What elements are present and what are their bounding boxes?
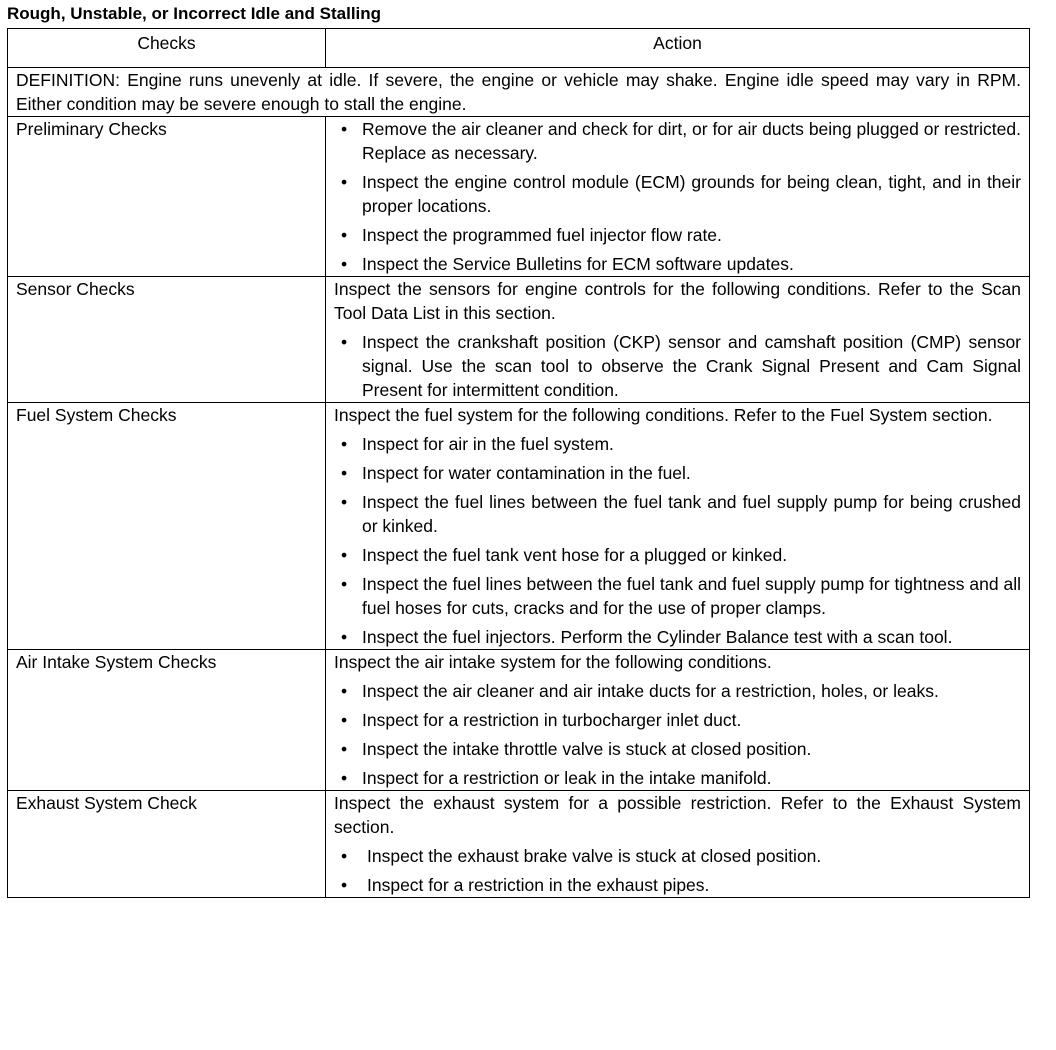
- bullet-icon: •: [341, 434, 348, 454]
- action-cell: [326, 403, 1030, 650]
- bullet-text: Inspect the programmed fuel injector flow rate.: [362, 225, 722, 245]
- bullet-text: Inspect the intake throttle valve is stuck at closed position.: [362, 739, 812, 759]
- list-item: [334, 679, 1021, 703]
- bullet-text: Inspect the fuel lines between the fuel tank and fuel supply pump for tightness and all fuel hoses for cuts, cracks and for the use of proper clamps.: [362, 574, 1021, 618]
- list-item: [334, 708, 1021, 732]
- list-item: [334, 873, 1021, 897]
- diagnostic-table: [7, 28, 1030, 898]
- bullet-icon: •: [341, 254, 348, 274]
- action-intro: Inspect the sensors for engine controls for the following conditions. Refer to the Scan Tool Data List in this section.: [334, 279, 1021, 323]
- action-column-header: Action: [326, 29, 1030, 68]
- list-item: [334, 117, 1021, 165]
- action-bullet-list: [334, 117, 1021, 276]
- bullet-icon: •: [341, 875, 348, 895]
- check-label: Exhaust System Check: [8, 791, 326, 898]
- list-item: [334, 625, 1021, 649]
- list-item: [334, 572, 1021, 620]
- bullet-text: Inspect for air in the fuel system.: [362, 434, 614, 454]
- bullet-icon: •: [341, 119, 348, 139]
- list-item: [334, 170, 1021, 218]
- bullet-icon: •: [341, 768, 348, 788]
- bullet-text: Inspect the engine control module (ECM) grounds for being clean, tight, and in their proper locations.: [362, 172, 1021, 216]
- bullet-text: Inspect for a restriction in the exhaust pipes.: [367, 875, 710, 895]
- list-item: [334, 330, 1021, 402]
- bullet-text: Inspect the fuel injectors. Perform the Cylinder Balance test with a scan tool.: [362, 627, 953, 647]
- list-item: [334, 461, 1021, 485]
- table-row: [8, 650, 1030, 791]
- bullet-icon: •: [341, 492, 348, 512]
- action-bullet-list: [334, 432, 1021, 649]
- bullet-icon: •: [341, 172, 348, 192]
- bullet-text: Inspect the fuel lines between the fuel tank and fuel supply pump for being crushed or kinked.: [362, 492, 1021, 536]
- bullet-icon: •: [341, 332, 348, 352]
- bullet-icon: •: [341, 739, 348, 759]
- bullet-text: Remove the air cleaner and check for dirt, or for air ducts being plugged or restricted. Replace as necessary.: [362, 119, 1021, 163]
- bullet-text: Inspect the crankshaft position (CKP) sensor and camshaft position (CMP) sensor signal. Use the scan tool to observe the Crank Signal Present and Cam Signal Present for intermittent condition.: [362, 332, 1021, 400]
- bullet-icon: •: [341, 463, 348, 483]
- action-cell: [326, 650, 1030, 791]
- definition-text: DEFINITION: Engine runs unevenly at idle. If severe, the engine or vehicle may shake. Engine idle speed may vary in RPM. Either condition may be severe enough to stall the engine.: [8, 68, 1030, 117]
- list-item: [334, 737, 1021, 761]
- bullet-text: Inspect the fuel tank vent hose for a plugged or kinked.: [362, 545, 788, 565]
- bullet-icon: •: [341, 627, 348, 647]
- check-label: Air Intake System Checks: [8, 650, 326, 791]
- action-intro: Inspect the fuel system for the following conditions. Refer to the Fuel System section.: [334, 405, 993, 425]
- action-intro: Inspect the exhaust system for a possible restriction. Refer to the Exhaust System section.: [334, 793, 1021, 837]
- list-item: [334, 252, 1021, 276]
- bullet-text: Inspect the Service Bulletins for ECM software updates.: [362, 254, 794, 274]
- table-row: [8, 277, 1030, 403]
- bullet-icon: •: [341, 574, 348, 594]
- table-row: [8, 117, 1030, 277]
- bullet-icon: •: [341, 225, 348, 245]
- bullet-text: Inspect the air cleaner and air intake ducts for a restriction, holes, or leaks.: [362, 681, 939, 701]
- action-cell: [326, 117, 1030, 277]
- bullet-icon: •: [341, 846, 348, 866]
- definition-row: [8, 68, 1030, 117]
- bullet-icon: •: [341, 710, 348, 730]
- action-intro: Inspect the air intake system for the following conditions.: [334, 652, 772, 672]
- table-row: [8, 791, 1030, 898]
- list-item: [334, 490, 1021, 538]
- page-title: Rough, Unstable, or Incorrect Idle and Stalling: [7, 4, 382, 23]
- checks-column-header: Checks: [8, 29, 326, 68]
- bullet-text: Inspect for a restriction or leak in the intake manifold.: [362, 768, 772, 788]
- check-label: Sensor Checks: [8, 277, 326, 403]
- bullet-text: Inspect the exhaust brake valve is stuck at closed position.: [367, 846, 822, 866]
- list-item: [334, 432, 1021, 456]
- header-row: [8, 29, 1030, 68]
- action-bullet-list: [334, 679, 1021, 790]
- table-row: [8, 403, 1030, 650]
- check-label: Fuel System Checks: [8, 403, 326, 650]
- bullet-text: Inspect for water contamination in the fuel.: [362, 463, 691, 483]
- action-cell: [326, 277, 1030, 403]
- action-cell: [326, 791, 1030, 898]
- bullet-icon: •: [341, 545, 348, 565]
- bullet-icon: •: [341, 681, 348, 701]
- list-item: [334, 766, 1021, 790]
- list-item: [334, 223, 1021, 247]
- bullet-text: Inspect for a restriction in turbocharger inlet duct.: [362, 710, 742, 730]
- list-item: [334, 844, 1021, 868]
- action-bullet-list: [334, 844, 1021, 897]
- list-item: [334, 543, 1021, 567]
- check-label: Preliminary Checks: [8, 117, 326, 277]
- action-bullet-list: [334, 330, 1021, 402]
